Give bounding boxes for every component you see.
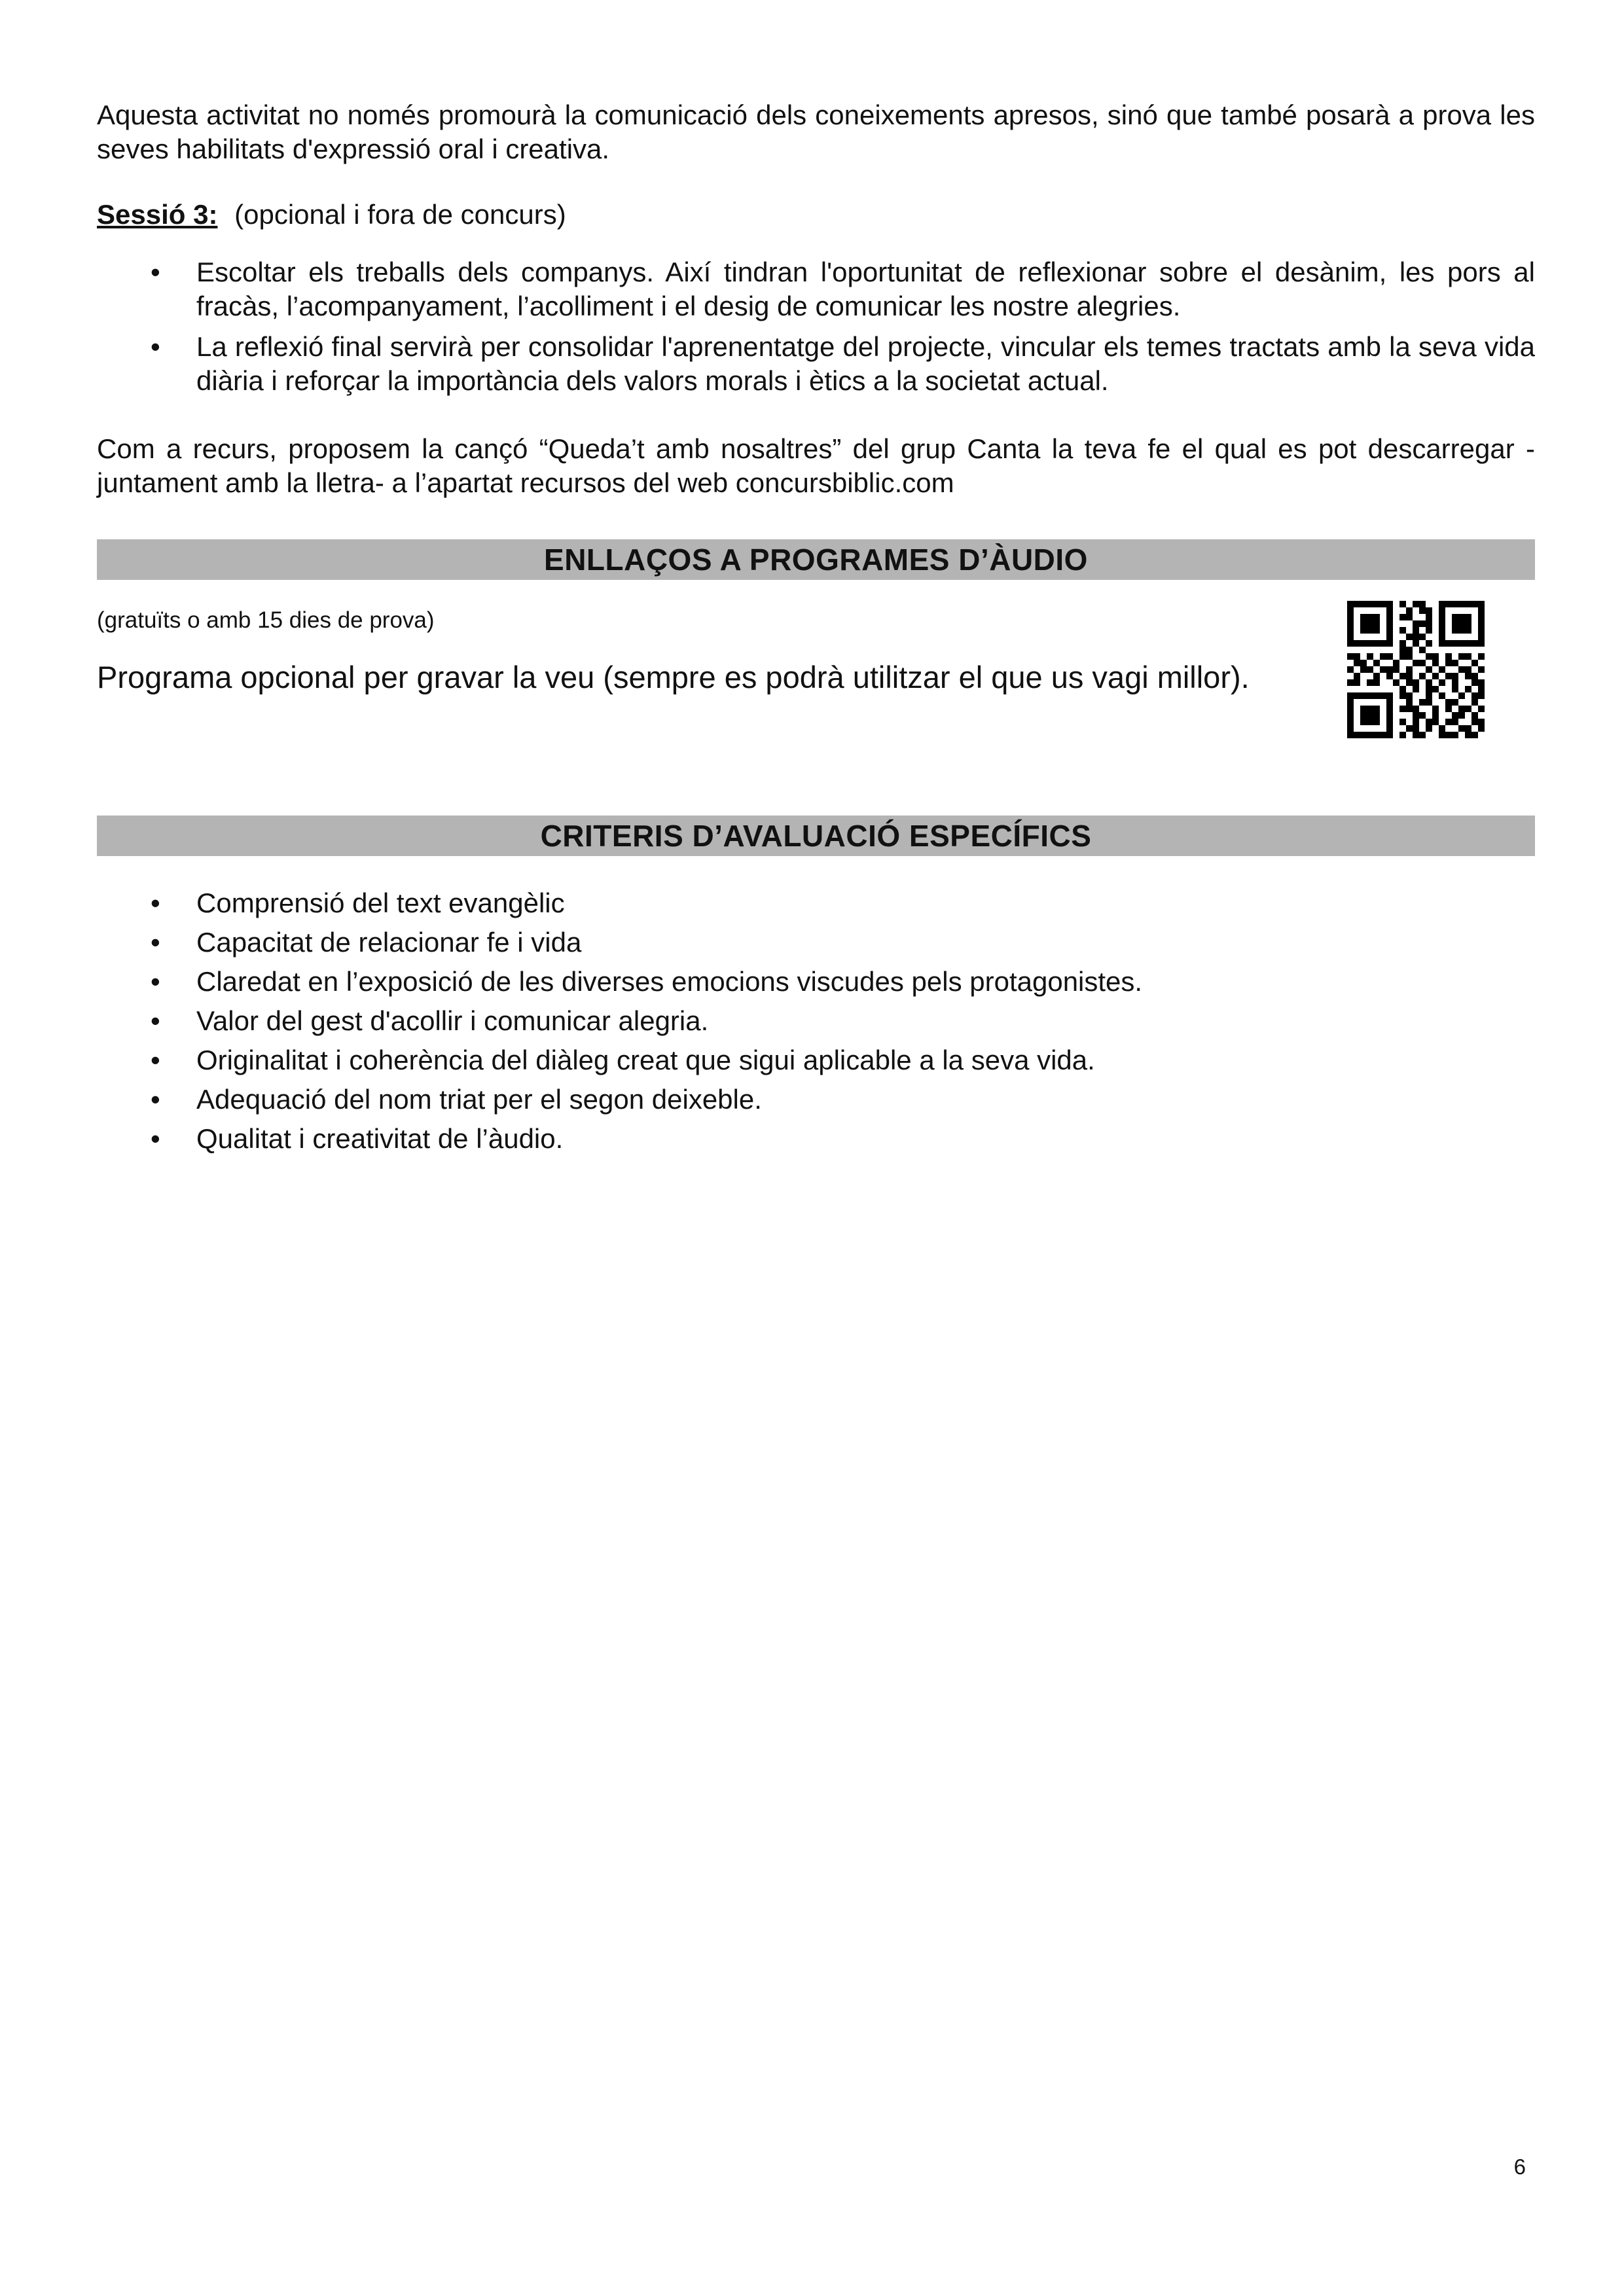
page-number: 6: [1513, 2155, 1526, 2179]
criteria-header: CRITERIS D’AVALUACIÓ ESPECÍFICS: [97, 816, 1535, 856]
audio-links-program-line: Programa opcional per gravar la veu (sempre es podrà utilitzar el que us vagi millor).: [97, 660, 1250, 694]
list-item: • La reflexió final servirà per consolidar l'aprenentatge del projecte, vincular els temes tractats amb la seva vida diària i reforçar la importància dels valors morals i ètics a la societat actual.: [97, 330, 1535, 398]
list-item: • Originalitat i coherència del diàleg creat que sigui aplicable a la seva vida.: [97, 1043, 1535, 1077]
audio-links-header: ENLLAÇOS A PROGRAMES D’ÀUDIO: [97, 539, 1535, 580]
intro-paragraph: Aquesta activitat no només promourà la comunicació dels coneixements apresos, sinó que també posarà a prova les seves habilitats d'expressió oral i creativa.: [97, 99, 1535, 164]
session-note: (opcional i fora de concurs): [234, 199, 566, 230]
qr-code-icon: [1347, 601, 1485, 738]
resource-paragraph: Com a recurs, proposem la cançó “Queda’t amb nosaltres” del grup Canta la teva fe el qual es pot descarregar -juntament amb la lletra- a l’apartat recursos del web concursbiblic.com: [97, 433, 1535, 498]
list-item: • Qualitat i creativitat de l’àudio.: [97, 1122, 1535, 1156]
session-label: Sessió 3:: [97, 199, 218, 230]
list-item: • Adequació del nom triat per el segon deixeble.: [97, 1083, 1535, 1117]
audio-links-subnote: (gratuïts o amb 15 dies de prova): [97, 607, 435, 633]
list-item: • Claredat en l’exposició de les diverses emocions viscudes pels protagonistes.: [97, 965, 1535, 999]
audio-links-section: [97, 539, 1535, 742]
session-heading: [97, 198, 1535, 232]
session-bullet-list: [97, 255, 1535, 398]
criteria-section: [97, 816, 1535, 1156]
list-item: • Capacitat de relacionar fe i vida: [97, 925, 1535, 960]
list-item: • Escoltar els treballs dels companys. Així tindran l'oportunitat de reflexionar sobre el desànim, les pors al fracàs, l’acompanyament, l’acolliment i el desig de comunicar les nostre alegries.: [97, 255, 1535, 323]
criteria-list: [97, 886, 1535, 1156]
list-item: • Valor del gest d'acollir i comunicar alegria.: [97, 1004, 1535, 1038]
list-item: • Comprensió del text evangèlic: [97, 886, 1535, 920]
